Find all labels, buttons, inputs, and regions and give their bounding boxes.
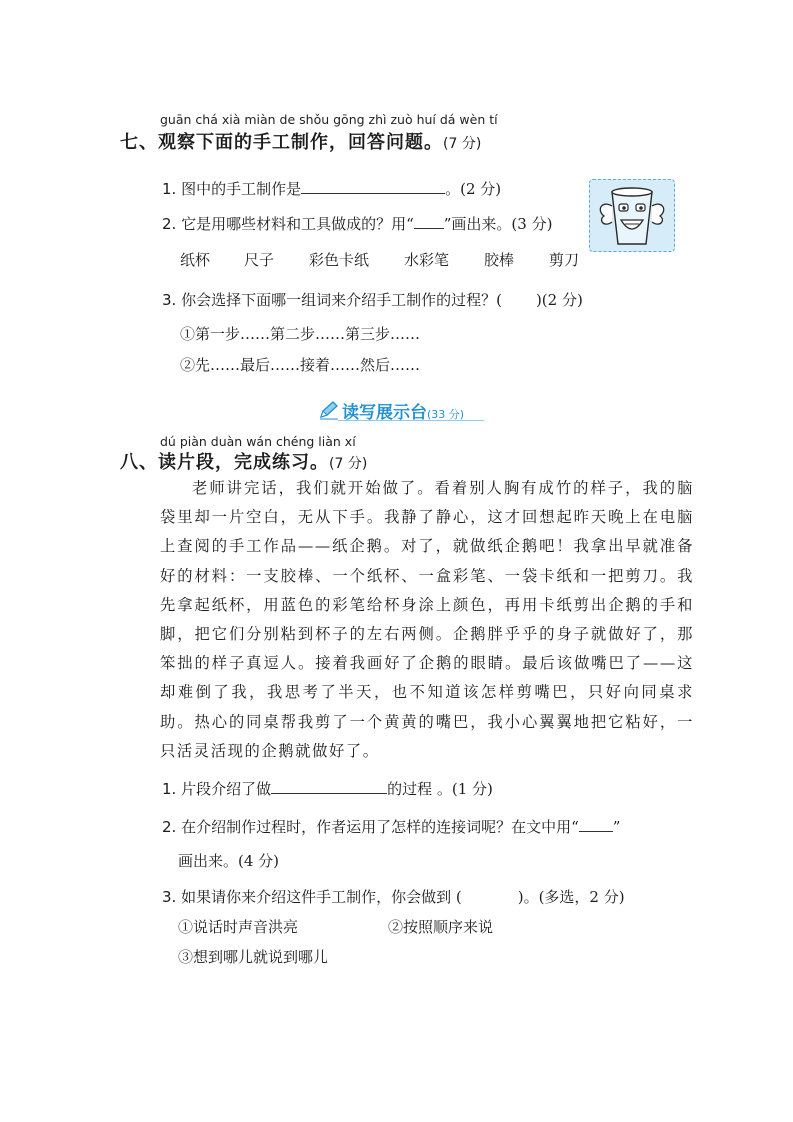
section8-question-1 — [162, 778, 493, 799]
section8-points: (7 分) — [329, 456, 368, 472]
q7-2-text: 它是用哪些材料和工具做成的？用“ — [181, 215, 414, 233]
section8-pinyin: dú piàn duàn wán chéng liàn xí — [160, 434, 356, 449]
section8-title — [120, 448, 367, 474]
q8-2-text: 在介绍制作过程时，作者运用了怎样的连接词呢？在文中用“ — [181, 818, 579, 836]
craft-picture — [589, 179, 675, 252]
option-8-3: ③想到哪儿就说到哪儿 — [178, 948, 329, 966]
q8-3-number: 3. — [162, 888, 177, 906]
q7-1-number: 1. — [162, 180, 177, 198]
section-banner — [318, 398, 488, 422]
q7-3-points: )(2 分) — [535, 291, 583, 309]
q7-1-answer-blank[interactable] — [301, 179, 445, 194]
q8-1-number: 1. — [162, 780, 177, 798]
option-7-1: ①第一步……第二步……第三步…… — [180, 325, 421, 343]
q7-2-number: 2. — [162, 215, 177, 233]
material-item[interactable]: 剪刀 — [549, 251, 580, 269]
section7-title — [120, 128, 481, 154]
material-item[interactable]: 胶棒 — [484, 251, 515, 269]
q7-1-text: 图中的手工制作是 — [181, 180, 302, 198]
q7-1-points: 。(2 分) — [445, 180, 502, 198]
q8-2-continued: 画出来。(4 分) — [178, 852, 280, 870]
section7-pinyin: guān chá xià miàn de shǒu gōng zhì zuò huí dá wèn tí — [160, 112, 498, 127]
section7-title-text: 七、观察下面的手工制作，回答问题。 — [120, 132, 443, 153]
section7-points: (7 分) — [443, 136, 482, 152]
q8-2-quote-close: ” — [612, 818, 621, 836]
option-8-1: ①说话时声音洪亮 — [178, 918, 299, 936]
q8-2-number: 2. — [162, 818, 177, 836]
q8-3-text: 如果请你来介绍这件手工制作，你会做到 ( — [181, 888, 462, 906]
q8-1-text: 片段介绍了做 — [181, 780, 272, 798]
q7-3-number: 3. — [162, 291, 177, 309]
material-item[interactable]: 尺子 — [244, 251, 275, 269]
option-8-2: ②按照顺序来说 — [388, 918, 494, 936]
section7-question-3 — [162, 289, 583, 310]
q7-2-underline-sample — [414, 214, 444, 229]
material-item[interactable]: 彩色卡纸 — [309, 251, 370, 269]
section7-question-2 — [162, 213, 552, 234]
banner-points: (33 分) — [427, 408, 465, 421]
section8-question-3 — [162, 886, 625, 907]
q8-3-points: )。(多选，2 分) — [517, 888, 625, 906]
q8-2-underline-sample — [579, 817, 613, 832]
material-item[interactable]: 水彩笔 — [404, 251, 450, 269]
material-item[interactable]: 纸杯 — [180, 251, 211, 269]
pencil-icon — [318, 400, 340, 420]
q7-2-points: ”画出来。(3 分) — [443, 215, 553, 233]
reading-passage: 老师讲完话，我们就开始做了。看着别人胸有成竹的样子，我的脑袋里却一片空白，无从下手。我静了静心，这才回想起昨天晚上在电脑上查阅的手工作品——纸企鹅。对了，就做纸企鹅吧！我拿出早就准备好的材料：一支胶棒、一个纸杯、一盒彩笔、一袋卡纸和一把剪刀。我先拿起纸杯，用蓝色的彩笔给杯身涂上颜色，再用卡纸剪出企鹅的手和脚，把它们分别粘到杯子的左右两侧。企鹅胖乎乎的身子就做好了，那笨拙的样子真逗人。接着我画好了企鹅的眼睛。最后该做嘴巴了——这却难倒了我，我思考了半天，也不知道该怎样剪嘴巴，只好向同桌求助。热心的同桌帮我剪了一个黄黄的嘴巴，我小心翼翼地把它粘好，一只活灵活现的企鹅就做好了。 — [160, 479, 694, 760]
q7-3-text: 你会选择下面哪一组词来介绍手工制作的过程？( — [181, 291, 502, 309]
q8-1-answer-blank[interactable] — [271, 779, 387, 794]
option-7-2: ②先……最后……接着……然后…… — [180, 356, 421, 374]
section7-question-1 — [162, 178, 501, 199]
paper-cup-craft-icon — [590, 180, 674, 251]
section8-question-2 — [162, 816, 620, 837]
section8-title-text: 八、读片段，完成练习。 — [120, 452, 329, 473]
banner-title-text: 读写展示台 — [342, 403, 427, 423]
q8-1-points: 的过程 。(1 分) — [387, 780, 493, 798]
banner-underline — [338, 420, 484, 421]
